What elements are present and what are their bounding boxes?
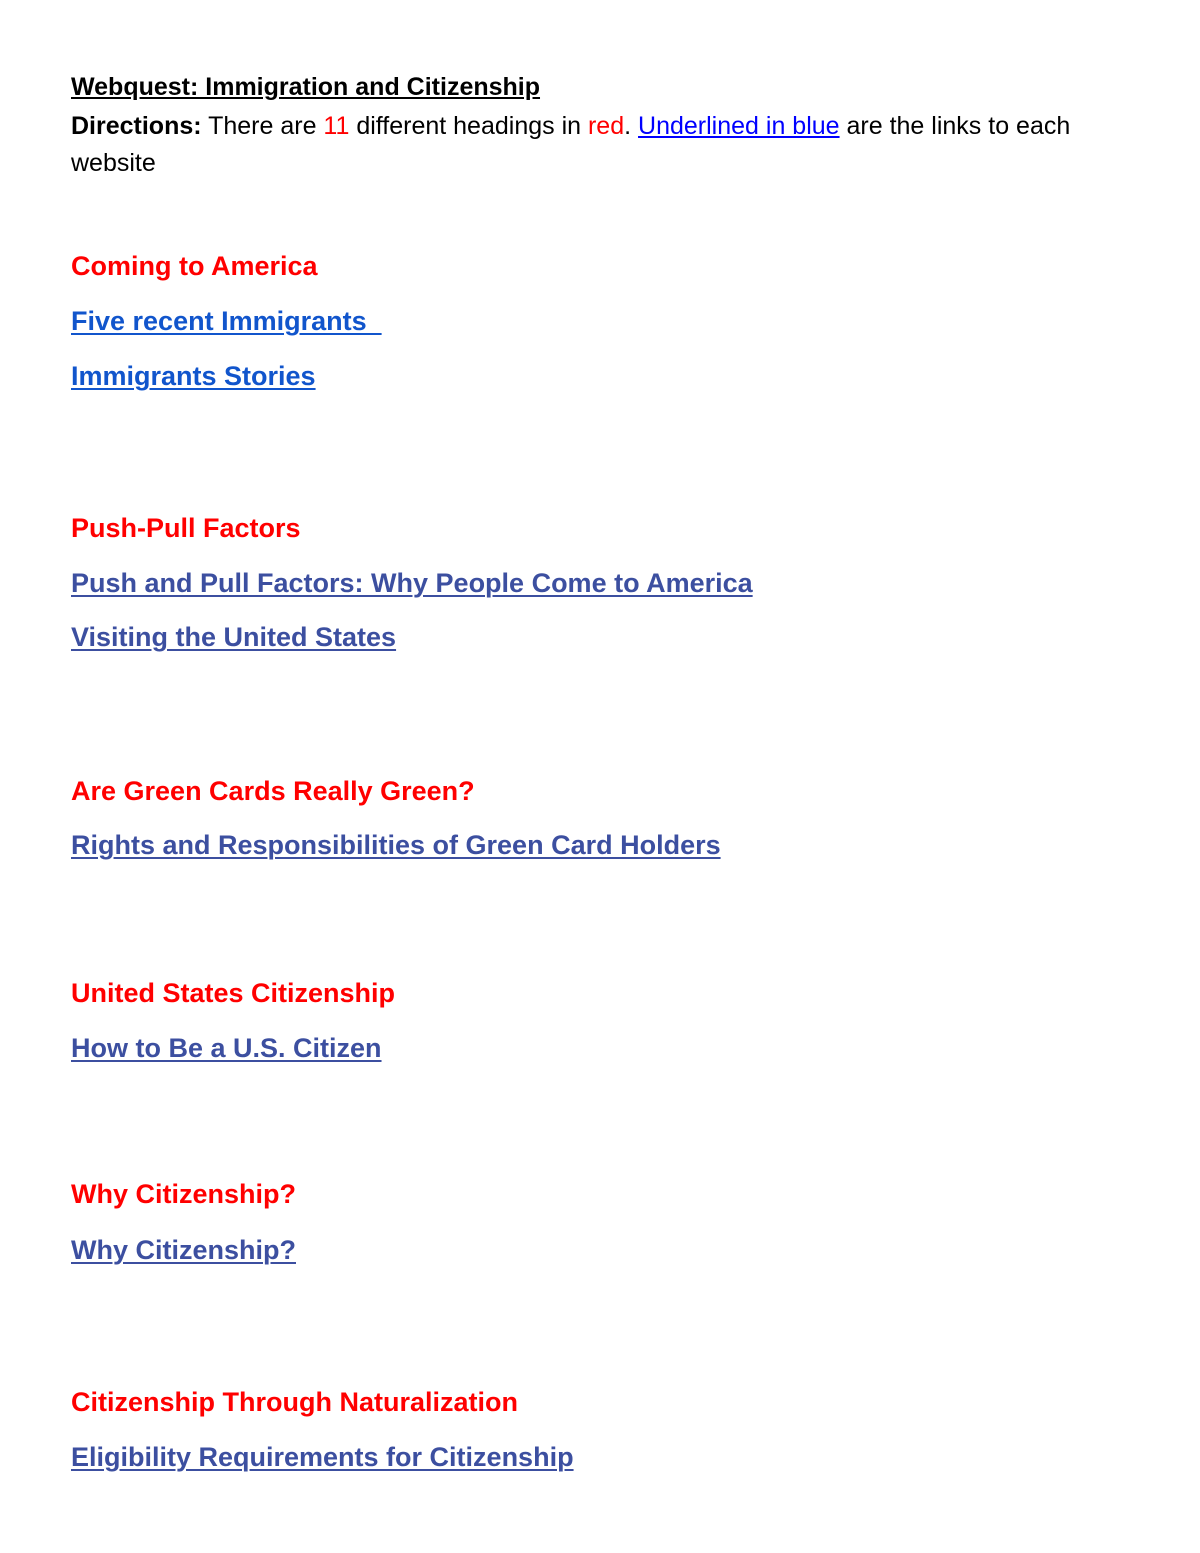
link-five-recent-immigrants[interactable]: Five recent Immigrants	[71, 306, 382, 336]
section-heading-naturalization: Citizenship Through Naturalization	[71, 1387, 518, 1417]
directions-text-1: There are	[201, 112, 324, 140]
link-visiting-the-united-states[interactable]: Visiting the United States	[71, 622, 397, 652]
link-eligibility-requirements[interactable]: Eligibility Requirements for Citizenship	[71, 1442, 574, 1472]
directions-text-3: .	[624, 112, 639, 140]
directions-text-4: are the links to each website	[71, 112, 1071, 177]
section-heading-why-citizenship: Why Citizenship?	[71, 1179, 296, 1209]
link-how-to-be-us-citizen[interactable]: How to Be a U.S. Citizen	[71, 1033, 382, 1063]
directions-label: Directions:	[71, 112, 202, 140]
directions-text-2: different headings in	[349, 112, 588, 140]
directions-red-word: red	[587, 112, 625, 140]
directions-paragraph	[71, 108, 1141, 182]
document-title: Webquest: Immigration and Citizenship	[71, 73, 541, 101]
directions-blue-link[interactable]: Underlined in blue	[638, 112, 840, 140]
directions-number: 11	[323, 112, 350, 140]
link-why-citizenship[interactable]: Why Citizenship?	[71, 1235, 296, 1265]
link-green-card-rights[interactable]: Rights and Responsibilities of Green Card Holders	[71, 830, 721, 860]
section-heading-us-citizenship: United States Citizenship	[71, 978, 396, 1008]
link-immigrants-stories[interactable]: Immigrants Stories	[71, 361, 316, 391]
section-heading-coming-to-america: Coming to America	[71, 251, 318, 281]
link-push-and-pull-factors[interactable]: Push and Pull Factors: Why People Come to America	[71, 568, 753, 598]
section-heading-green-cards: Are Green Cards Really Green?	[71, 776, 475, 806]
section-heading-push-pull-factors: Push-Pull Factors	[71, 513, 301, 543]
